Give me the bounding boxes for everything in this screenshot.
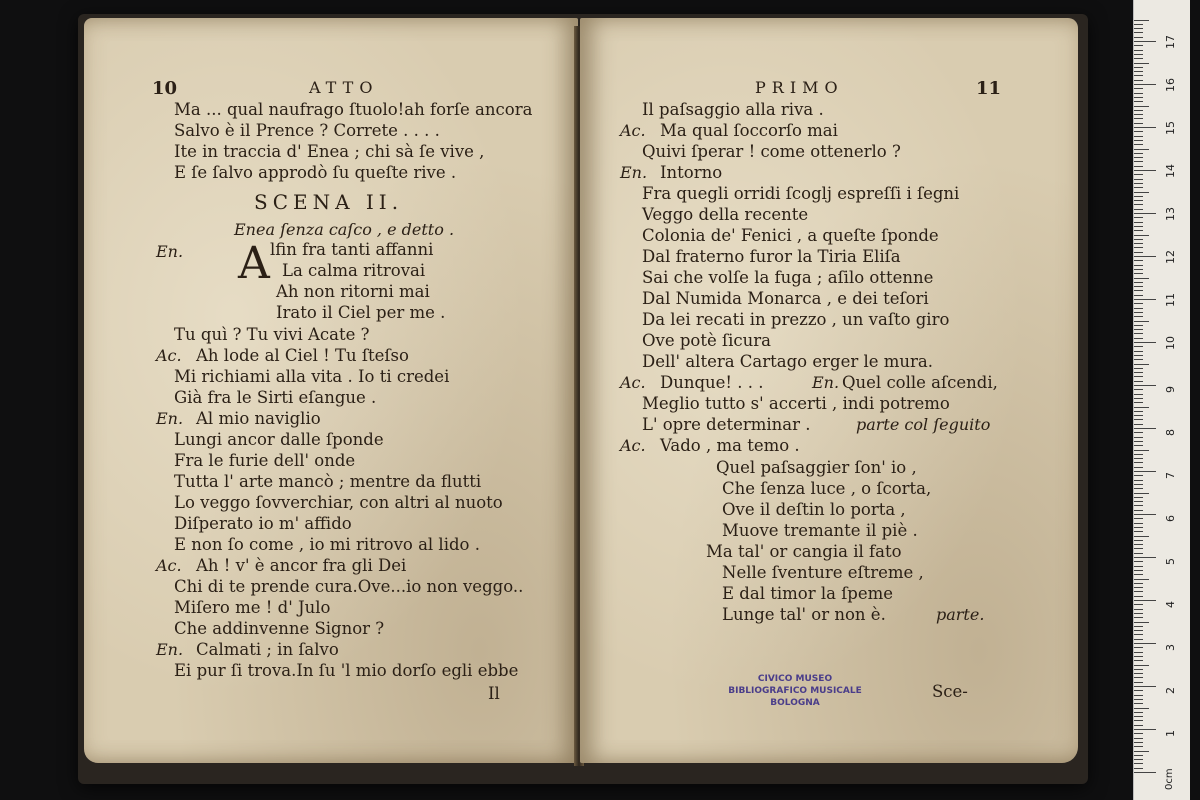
ruler-tick xyxy=(1134,265,1143,266)
ruler-tick xyxy=(1134,32,1143,33)
ruler-tick xyxy=(1134,239,1143,240)
ruler-tick xyxy=(1134,746,1143,747)
ruler-tick xyxy=(1134,114,1143,115)
ruler-tick xyxy=(1134,97,1143,98)
ruler-tick xyxy=(1134,570,1143,571)
speaker-label: En. xyxy=(620,163,648,182)
text-line: Il paſsaggio alla riva . xyxy=(642,100,824,119)
text-line: Dal fraterno furor la Tiria Eliſa xyxy=(642,247,901,266)
ruler-tick xyxy=(1134,93,1143,94)
ruler-tick xyxy=(1134,643,1156,644)
speaker-label: En. xyxy=(156,640,184,659)
ruler-tick xyxy=(1134,24,1143,25)
catchword: Sce- xyxy=(932,682,968,701)
ruler-tick xyxy=(1134,531,1143,532)
stage-direction: parte. xyxy=(936,605,985,624)
ruler-tick xyxy=(1134,222,1143,223)
ruler-tick xyxy=(1134,596,1143,597)
ruler-tick xyxy=(1134,647,1143,648)
ruler-tick xyxy=(1134,58,1143,59)
ruler-tick xyxy=(1134,200,1143,201)
ruler-tick xyxy=(1134,372,1143,373)
text-line: Già fra le Sirti eſangue . xyxy=(174,388,377,407)
ruler-tick xyxy=(1134,424,1143,425)
aria-line: Ove il deſtin lo porta , xyxy=(722,500,906,519)
ruler-tick xyxy=(1134,123,1143,124)
aria-line: E dal timor la ſpeme xyxy=(722,584,894,603)
ruler-tick xyxy=(1134,475,1143,476)
ruler-label: 9 xyxy=(1164,386,1177,393)
speaker-label: Ac. xyxy=(156,346,182,365)
right-page xyxy=(580,18,1078,763)
ruler-tick xyxy=(1134,505,1143,506)
ruler-label: 16 xyxy=(1164,78,1177,92)
aria-line: Ah non ritorni mai xyxy=(276,282,430,301)
library-stamp: CIVICO MUSEO BIBLIOGRAFICO MUSICALE BOLOGNA xyxy=(728,674,862,708)
ruler-tick xyxy=(1134,252,1143,253)
ruler-tick xyxy=(1134,626,1143,627)
ruler-tick xyxy=(1134,523,1143,524)
ruler-tick xyxy=(1134,346,1143,347)
ruler-tick xyxy=(1134,355,1143,356)
drop-cap: A xyxy=(238,238,270,289)
ruler-tick xyxy=(1134,591,1143,592)
ruler-tick xyxy=(1134,217,1143,218)
ruler-tick xyxy=(1134,316,1143,317)
ruler-tick xyxy=(1134,54,1143,55)
ruler-tick xyxy=(1134,88,1143,89)
ruler-tick xyxy=(1134,308,1143,309)
ruler-tick xyxy=(1134,161,1143,162)
ruler-label: 14 xyxy=(1164,164,1177,178)
running-header: ATTO xyxy=(309,78,379,97)
text-line: Vado , ma temo . xyxy=(660,436,800,455)
ruler-label: 10 xyxy=(1164,336,1177,350)
aria-line: Lunge tal' or non è. xyxy=(722,605,886,624)
ruler-tick xyxy=(1134,153,1143,154)
ruler-tick xyxy=(1134,544,1143,545)
ruler-label: 8 xyxy=(1164,429,1177,436)
text-line: Dal Numida Monarca , e dei teſori xyxy=(642,289,929,308)
ruler-tick xyxy=(1134,699,1143,700)
ruler-tick xyxy=(1134,604,1143,605)
ruler-tick xyxy=(1134,471,1156,472)
text-line: Meglio tutto s' accerti , indi potremo xyxy=(642,394,950,413)
ruler-tick xyxy=(1134,583,1143,584)
ruler-tick xyxy=(1134,480,1143,481)
ruler-tick xyxy=(1134,759,1143,760)
ruler-tick xyxy=(1134,441,1143,442)
ruler-tick xyxy=(1134,329,1143,330)
ruler-tick xyxy=(1134,290,1143,291)
ruler-tick xyxy=(1134,548,1143,549)
ruler-tick xyxy=(1134,729,1156,730)
text-line: Lo veggo ſovverchiar, con altri al nuoto xyxy=(174,493,503,512)
ruler-tick xyxy=(1134,561,1143,562)
ruler-tick xyxy=(1134,407,1149,408)
text-line: Che addinvenne Signor ? xyxy=(174,619,385,638)
aria-line: La calma ritrovai xyxy=(282,261,426,280)
text-line: Ite in traccia d' Enea ; chi sà ſe vive , xyxy=(174,142,485,161)
speaker-label: En. xyxy=(156,242,184,261)
text-line: Dunque! . . . xyxy=(660,373,764,392)
ruler-label: 3 xyxy=(1164,644,1177,651)
ruler-tick xyxy=(1134,325,1143,326)
ruler-tick xyxy=(1134,755,1143,756)
ruler-tick xyxy=(1134,634,1143,635)
ruler-tick xyxy=(1134,411,1143,412)
ruler-tick xyxy=(1134,187,1143,188)
text-line: Ove potè ſicura xyxy=(642,331,771,350)
ruler-tick xyxy=(1134,720,1143,721)
ruler-tick xyxy=(1134,600,1156,601)
ruler-tick xyxy=(1134,204,1143,205)
ruler-tick xyxy=(1134,419,1143,420)
text-line: Colonia de' Fenici , a queſte ſponde xyxy=(642,226,939,245)
ruler-tick xyxy=(1134,566,1143,567)
ruler-tick xyxy=(1134,695,1143,696)
text-line: Ma ... qual naufrago ſtuolo!ah forſe ancora xyxy=(174,100,533,119)
ruler-tick xyxy=(1134,140,1143,141)
scene-title: SCENA II. xyxy=(254,190,404,214)
text-line: Miſero me ! d' Julo xyxy=(174,598,331,617)
ruler-label: 11 xyxy=(1164,293,1177,307)
text-line: Calmati ; in ſalvo xyxy=(196,640,339,659)
ruler-tick xyxy=(1134,28,1143,29)
ruler-label: 7 xyxy=(1164,472,1177,479)
ruler-tick xyxy=(1134,37,1143,38)
ruler-tick xyxy=(1134,136,1143,137)
ruler-tick xyxy=(1134,166,1143,167)
ruler-tick xyxy=(1134,295,1143,296)
ruler-tick xyxy=(1134,342,1156,343)
text-line: Intorno xyxy=(660,163,723,182)
ruler-tick xyxy=(1134,226,1143,227)
ruler-tick xyxy=(1134,751,1149,752)
running-header: PRIMO xyxy=(755,78,844,97)
ruler-tick xyxy=(1134,368,1143,369)
ruler-tick xyxy=(1134,192,1149,193)
measurement-ruler xyxy=(1133,0,1190,800)
ruler-tick xyxy=(1134,458,1143,459)
ruler-tick xyxy=(1134,243,1143,244)
text-line: E ſe ſalvo approdò ſu queſte rive . xyxy=(174,163,457,182)
ruler-tick xyxy=(1134,497,1143,498)
ruler-tick xyxy=(1134,213,1156,214)
text-line: Fra le furie dell' onde xyxy=(174,451,356,470)
ruler-tick xyxy=(1134,622,1149,623)
ruler-tick xyxy=(1134,613,1143,614)
ruler-tick xyxy=(1134,183,1143,184)
ruler-tick xyxy=(1134,493,1149,494)
ruler-tick xyxy=(1134,398,1143,399)
text-line: Chi di te prende cura.Ove...io non veggo.. xyxy=(174,577,524,596)
ruler-tick xyxy=(1134,617,1143,618)
ruler-tick xyxy=(1134,772,1156,773)
ruler-label: 6 xyxy=(1164,515,1177,522)
ruler-tick xyxy=(1134,389,1143,390)
speaker-label: Ac. xyxy=(156,556,182,575)
ruler-tick xyxy=(1134,118,1143,119)
ruler-tick xyxy=(1134,299,1156,300)
ruler-tick xyxy=(1134,174,1143,175)
ruler-tick xyxy=(1134,763,1143,764)
ruler-tick xyxy=(1134,716,1143,717)
ruler-tick xyxy=(1134,269,1143,270)
ruler-tick xyxy=(1134,278,1149,279)
ruler-tick xyxy=(1134,106,1149,107)
ruler-tick xyxy=(1134,738,1143,739)
ruler-tick xyxy=(1134,677,1143,678)
ruler-tick xyxy=(1134,587,1143,588)
ruler-tick xyxy=(1134,768,1143,769)
text-line: Diſperato io m' affido xyxy=(174,514,352,533)
scene-subtitle: Enea ſenza caſco , e detto . xyxy=(234,220,455,239)
ruler-tick xyxy=(1134,518,1143,519)
ruler-tick xyxy=(1134,428,1156,429)
ruler-tick xyxy=(1134,170,1156,171)
ruler-tick xyxy=(1134,149,1149,150)
ruler-tick xyxy=(1134,71,1143,72)
ruler-tick xyxy=(1134,488,1143,489)
ruler-tick xyxy=(1134,230,1143,231)
ruler-tick xyxy=(1134,660,1143,661)
text-line: Salvo è il Prence ? Correte . . . . xyxy=(174,121,440,140)
text-line: L' opre determinar . xyxy=(642,415,811,434)
ruler-tick xyxy=(1134,50,1143,51)
aria-line: Nelle ſventure eſtreme , xyxy=(722,563,924,582)
text-line: Ma qual ſoccorſo mai xyxy=(660,121,838,140)
ruler-label: 4 xyxy=(1164,601,1177,608)
speaker-label: Ac. xyxy=(620,121,646,140)
ruler-tick xyxy=(1134,101,1143,102)
ruler-tick xyxy=(1134,712,1143,713)
ruler-tick xyxy=(1134,67,1143,68)
ruler-tick xyxy=(1134,235,1149,236)
ruler-tick xyxy=(1134,364,1149,365)
ruler-tick xyxy=(1134,484,1143,485)
ruler-label: 13 xyxy=(1164,207,1177,221)
ruler-tick xyxy=(1134,536,1149,537)
text-line: Lungi ancor dalle ſponde xyxy=(174,430,384,449)
ruler-tick xyxy=(1134,110,1143,111)
stage-direction: parte col ſeguito xyxy=(856,415,991,434)
aria-line: Irato il Ciel per me . xyxy=(276,303,446,322)
ruler-tick xyxy=(1134,247,1143,248)
ruler-tick xyxy=(1134,63,1149,64)
ruler-tick xyxy=(1134,553,1143,554)
ruler-tick xyxy=(1134,196,1143,197)
ruler-tick xyxy=(1134,381,1143,382)
left-page xyxy=(84,18,578,763)
speaker-label: En. xyxy=(156,409,184,428)
ruler-tick xyxy=(1134,303,1143,304)
ruler-tick xyxy=(1134,462,1143,463)
ruler-tick xyxy=(1134,359,1143,360)
aria-line: Quel paſsaggier ſon' io , xyxy=(716,458,917,477)
speaker-label: Ac. xyxy=(620,436,646,455)
text-line: Tutta l' arte mancò ; mentre da flutti xyxy=(174,472,482,491)
ruler-tick xyxy=(1134,652,1143,653)
ruler-tick xyxy=(1134,445,1143,446)
ruler-tick xyxy=(1134,725,1143,726)
ruler-tick xyxy=(1134,708,1149,709)
ruler-tick xyxy=(1134,351,1143,352)
ruler-tick xyxy=(1134,733,1143,734)
ruler-tick xyxy=(1134,690,1143,691)
text-line: Ah ! v' è ancor fra gli Dei xyxy=(196,556,407,575)
ruler-tick xyxy=(1134,75,1143,76)
ruler-tick xyxy=(1134,209,1143,210)
ruler-tick xyxy=(1134,432,1143,433)
ruler-tick xyxy=(1134,286,1143,287)
ruler-tick xyxy=(1134,450,1149,451)
ruler-tick xyxy=(1134,579,1149,580)
speaker-label: En. xyxy=(812,373,840,392)
ruler-tick xyxy=(1134,673,1143,674)
text-line: Mi richiami alla vita . Io ti credei xyxy=(174,367,450,386)
ruler-tick xyxy=(1134,321,1149,322)
ruler-label: 15 xyxy=(1164,121,1177,135)
ruler-tick xyxy=(1134,742,1143,743)
ruler-tick xyxy=(1134,41,1156,42)
page-number: 11 xyxy=(976,78,1002,99)
ruler-tick xyxy=(1134,394,1143,395)
ruler-tick xyxy=(1134,630,1143,631)
aria-line: Muove tremante il piè . xyxy=(722,521,918,540)
ruler-tick xyxy=(1134,157,1143,158)
ruler-unit: 0cm xyxy=(1164,768,1175,790)
text-line: Al mio naviglio xyxy=(196,409,321,428)
ruler-tick xyxy=(1134,402,1143,403)
ruler-tick xyxy=(1134,127,1156,128)
ruler-tick xyxy=(1134,376,1143,377)
ruler-tick xyxy=(1134,510,1143,511)
text-line: Tu quì ? Tu vivi Acate ? xyxy=(174,325,370,344)
ruler-tick xyxy=(1134,312,1143,313)
ruler-tick xyxy=(1134,282,1143,283)
ruler-tick xyxy=(1134,437,1143,438)
ruler-tick xyxy=(1134,131,1143,132)
ruler-tick xyxy=(1134,84,1156,85)
ruler-label: 5 xyxy=(1164,558,1177,565)
catchword: Il xyxy=(488,684,500,703)
ruler-tick xyxy=(1134,639,1143,640)
ruler-tick xyxy=(1134,20,1149,21)
ruler-tick xyxy=(1134,338,1143,339)
ruler-tick xyxy=(1134,415,1143,416)
ruler-tick xyxy=(1134,686,1156,687)
ruler-label: 12 xyxy=(1164,250,1177,264)
ruler-tick xyxy=(1134,179,1143,180)
ruler-tick xyxy=(1134,557,1156,558)
ruler-tick xyxy=(1134,656,1143,657)
ruler-label: 2 xyxy=(1164,687,1177,694)
ruler-tick xyxy=(1134,540,1143,541)
ruler-tick xyxy=(1134,527,1143,528)
text-line: Ei pur ſi trova.In ſu 'l mio dorſo egli ebbe xyxy=(174,661,519,680)
text-line: Quivi ſperar ! come ottenerlo ? xyxy=(642,142,901,161)
ruler-tick xyxy=(1134,609,1143,610)
ruler-tick xyxy=(1134,260,1143,261)
ruler-label: 1 xyxy=(1164,730,1177,737)
ruler-tick xyxy=(1134,80,1143,81)
ruler-tick xyxy=(1134,514,1156,515)
ruler-tick xyxy=(1134,273,1143,274)
ruler-tick xyxy=(1134,467,1143,468)
text-line: Dell' altera Cartago erger le mura. xyxy=(642,352,934,371)
ruler-tick xyxy=(1134,574,1143,575)
ruler-tick xyxy=(1134,45,1143,46)
ruler-tick xyxy=(1134,669,1143,670)
ruler-tick xyxy=(1134,501,1143,502)
text-line: Ah lode al Ciel ! Tu ſteſso xyxy=(196,346,409,365)
ruler-tick xyxy=(1134,454,1143,455)
ruler-tick xyxy=(1134,385,1156,386)
ruler-label: 17 xyxy=(1164,35,1177,49)
ruler-tick xyxy=(1134,256,1156,257)
ruler-tick xyxy=(1134,665,1149,666)
speaker-label: Ac. xyxy=(620,373,646,392)
aria-line: lfin fra tanti affanni xyxy=(270,240,434,259)
aria-line: Ma tal' or cangia il fato xyxy=(706,542,902,561)
ruler-tick xyxy=(1134,703,1143,704)
text-line: Fra quegli orridi ſcoglj espreſſi i ſegni xyxy=(642,184,960,203)
text-line: Sai che volſe la fuga ; aſilo ottenne xyxy=(642,268,934,287)
page-number: 10 xyxy=(152,78,178,99)
text-line: E non ſo come , io mi ritrovo al lido . xyxy=(174,535,480,554)
ruler-tick xyxy=(1134,144,1143,145)
text-line: Veggo della recente xyxy=(642,205,809,224)
aria-line: Che ſenza luce , o ſcorta, xyxy=(722,479,932,498)
ruler-tick xyxy=(1134,333,1143,334)
text-line: Da lei recati in prezzo , un vaſto giro xyxy=(642,310,950,329)
text-line: Quel colle aſcendi, xyxy=(842,373,998,392)
ruler-tick xyxy=(1134,682,1143,683)
